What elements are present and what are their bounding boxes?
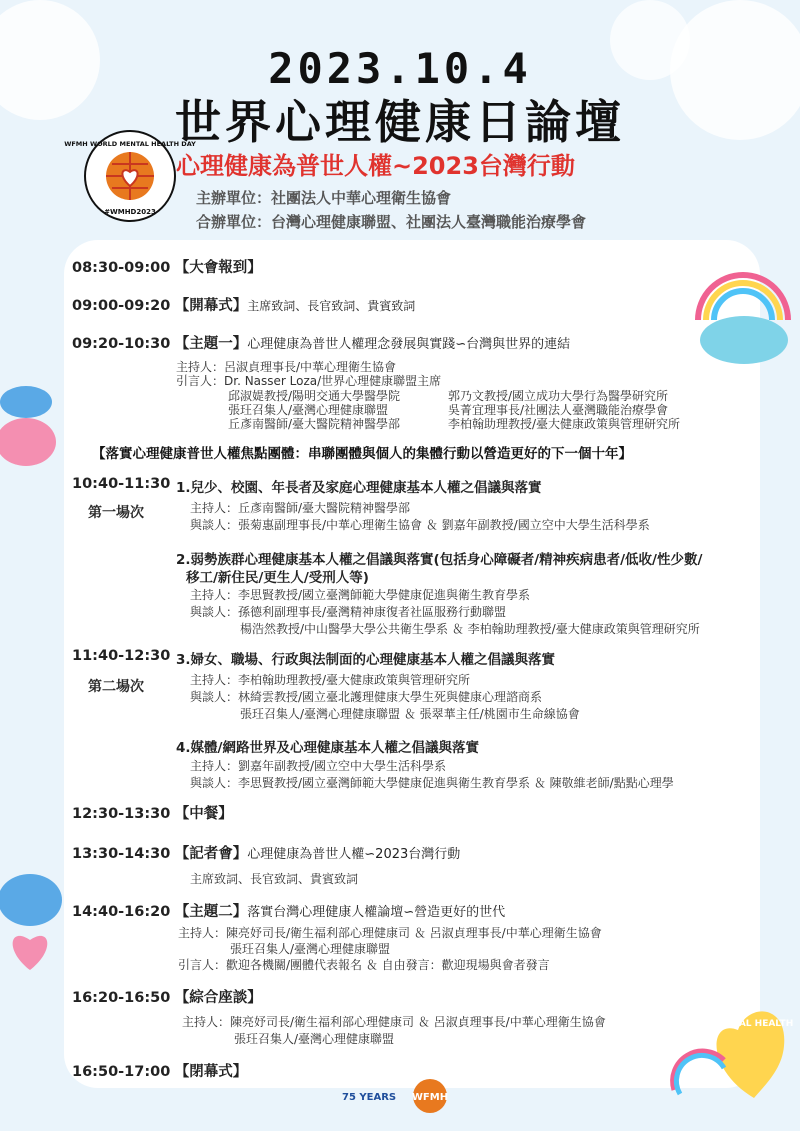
topic2-panel: 與談人：孫德利副理事長/臺灣精神康復者社區服務行動聯盟 bbox=[190, 605, 507, 619]
brain-decoration bbox=[0, 372, 64, 472]
badge-top-text: WFMH WORLD MENTAL HEALTH DAY bbox=[64, 140, 196, 148]
theme2-host: 張玨召集人/臺灣心理健康聯盟 bbox=[230, 942, 391, 956]
topic1-host: 主持人：丘彥南醫師/臺大醫院精神醫學部 bbox=[190, 501, 411, 515]
schedule-row-theme2 bbox=[72, 900, 505, 921]
schedule-row-closing bbox=[72, 1060, 247, 1081]
discussion-host: 張玨召集人/臺灣心理健康聯盟 bbox=[234, 1032, 395, 1046]
time: 16:50-17:00 bbox=[72, 1064, 171, 1080]
years-text: 75 YEARS bbox=[342, 1092, 397, 1103]
time: 12:30-13:30 bbox=[72, 806, 171, 822]
press-detail: 主席致詞、長官致詞、貴賓致詞 bbox=[190, 872, 359, 886]
session-tag: 【大會報到】 bbox=[174, 260, 262, 276]
theme1-speaker: 丘彥南醫師/臺大醫院精神醫學部 bbox=[228, 417, 401, 431]
session-topic: 落實台灣心理健康人權論壇∽營造更好的世代 bbox=[247, 905, 506, 920]
wmhd-badge-logo bbox=[64, 130, 196, 222]
topic1-title: 1.兒少、校園、年長者及家庭心理健康基本人權之倡議與落實 bbox=[176, 480, 542, 496]
topic2-title: 2.弱勢族群心理健康基本人權之倡議與落實(包括身心障礙者/精神疾病患者/低收/性少數/ bbox=[176, 552, 703, 568]
session2-label: 第二場次 bbox=[88, 679, 144, 695]
wfmh-75-years-logo bbox=[342, 1078, 478, 1114]
time: 09:20-10:30 bbox=[72, 336, 171, 352]
topic3-panel: 張玨召集人/臺灣心理健康聯盟 ＆ 張翠華主任/桃園市生命線協會 bbox=[240, 707, 580, 721]
session1-label: 第一場次 bbox=[88, 505, 144, 521]
header bbox=[0, 0, 800, 240]
theme2-host: 主持人：陳亮妤司長/衛生福利部心理健康司 ＆ 呂淑貞理事長/中華心理衛生協會 bbox=[178, 926, 602, 940]
discussion-host: 主持人：陳亮妤司長/衛生福利部心理健康司 ＆ 呂淑貞理事長/中華心理衛生協會 bbox=[182, 1015, 606, 1029]
theme1-speaker: 引言人：Dr. Nasser Loza/世界心理健康聯盟主席 bbox=[176, 374, 442, 388]
subtitle: 心理健康為普世人權~2023台灣行動 bbox=[176, 152, 575, 180]
schedule-row-opening bbox=[72, 294, 415, 315]
topic4-title: 4.媒體/網路世界及心理健康基本人權之倡議與落實 bbox=[176, 740, 479, 756]
topic1-panel: 與談人：張菊惠副理事長/中華心理衛生協會 ＆ 劉嘉年副教授/國立空中大學生活科學系 bbox=[190, 518, 650, 532]
session-tag: 【記者會】 bbox=[174, 846, 248, 862]
theme1-speaker: 郭乃文教授/國立成功大學行為醫學研究所 bbox=[448, 389, 669, 403]
time: 11:40-12:30 bbox=[72, 648, 171, 664]
theme1-speaker: 邱淑媞教授/陽明交通大學醫學院 bbox=[228, 389, 401, 403]
time: 16:20-16:50 bbox=[72, 990, 171, 1006]
topic3-title: 3.婦女、職場、行政與法制面的心理健康基本人權之倡議與落實 bbox=[176, 652, 556, 668]
schedule-row-registration bbox=[72, 256, 262, 277]
session-tag: 【主題二】 bbox=[174, 904, 248, 920]
rainbow-cloud-decoration bbox=[688, 260, 800, 370]
theme2-speaker: 引言人：歡迎各機關/團體代表報名 ＆ 自由發言：歡迎現場與會者發言 bbox=[178, 958, 550, 972]
theme1-speaker: 張玨召集人/臺灣心理健康聯盟 bbox=[228, 403, 389, 417]
session-tag: 【主題一】 bbox=[174, 336, 248, 352]
schedule-row-discussion bbox=[72, 986, 262, 1007]
session-tag: 【綜合座談】 bbox=[174, 990, 262, 1006]
topic2-panel: 楊浩然教授/中山醫學大學公共衛生學系 ＆ 李柏翰助理教授/臺大健康政策與管理研究所 bbox=[240, 622, 700, 636]
event-date: 2023.10.4 bbox=[268, 44, 532, 93]
session-topic: 心理健康為普世人權理念發展與實踐∽台灣與世界的連結 bbox=[247, 337, 571, 352]
theme1-speaker: 吳菁宜理事長/社團法人臺灣職能治療學會 bbox=[448, 403, 669, 417]
cloud-heart-decoration bbox=[0, 860, 72, 980]
wfmh-text: WFMH bbox=[411, 1092, 449, 1103]
topic3-panel: 與談人：林綺雲教授/國立臺北護理健康大學生死與健康心理諮商系 bbox=[190, 690, 543, 704]
time: 14:40-16:20 bbox=[72, 904, 171, 920]
theme1-speaker: 李柏翰助理教授/臺大健康政策與管理研究所 bbox=[448, 417, 681, 431]
time: 09:00-09:20 bbox=[72, 298, 171, 314]
session1-time bbox=[72, 476, 170, 492]
mental-health-heart-decoration bbox=[664, 990, 800, 1102]
topic2-title-cont: 移工/新住民/更生人/受刑人等) bbox=[186, 570, 369, 586]
badge-bottom-text: #WMHD2023 bbox=[104, 208, 156, 216]
session-tag: 【中餐】 bbox=[174, 806, 233, 822]
schedule-row-lunch bbox=[72, 802, 233, 823]
schedule-row-theme1 bbox=[72, 332, 570, 353]
session-topic: 心理健康為普世人權∽2023台灣行動 bbox=[247, 847, 461, 862]
topic4-host: 主持人：劉嘉年副教授/國立空中大學生活科學系 bbox=[190, 759, 447, 773]
session2-time bbox=[72, 648, 170, 664]
topic4-panel: 與談人：李思賢教授/國立臺灣師範大學健康促進與衛生教育學系 ＆ 陳敬維老師/點點心理學 bbox=[190, 776, 674, 790]
session-detail: 主席致詞、長官致詞、貴賓致詞 bbox=[247, 299, 416, 313]
theme1-host: 主持人：呂淑貞理事長/中華心理衛生協會 bbox=[176, 360, 397, 374]
time: 10:40-11:30 bbox=[72, 476, 171, 492]
page-title: 世界心理健康日論壇 bbox=[175, 95, 625, 149]
co-organizer: 合辦單位：台灣心理健康聯盟、社團法人臺灣職能治療學會 bbox=[196, 213, 587, 231]
session-tag: 【開幕式】 bbox=[174, 298, 248, 314]
topic2-host: 主持人：李思賢教授/國立臺灣師範大學健康促進與衛生教育學系 bbox=[190, 588, 531, 602]
topic3-host: 主持人：李柏翰助理教授/臺大健康政策與管理研究所 bbox=[190, 673, 471, 687]
mental-health-text: MENTAL HEALTH bbox=[710, 1019, 794, 1029]
time: 13:30-14:30 bbox=[72, 846, 171, 862]
session-tag: 【閉幕式】 bbox=[174, 1064, 248, 1080]
organizer: 主辦單位：社團法人中華心理衛生協會 bbox=[196, 189, 452, 207]
time: 08:30-09:00 bbox=[72, 260, 171, 276]
focus-group-heading: 【落實心理健康普世人權焦點團體：串聯團體與個人的集體行動以營造更好的下一個十年】 bbox=[92, 446, 632, 462]
schedule-row-press bbox=[72, 842, 460, 863]
